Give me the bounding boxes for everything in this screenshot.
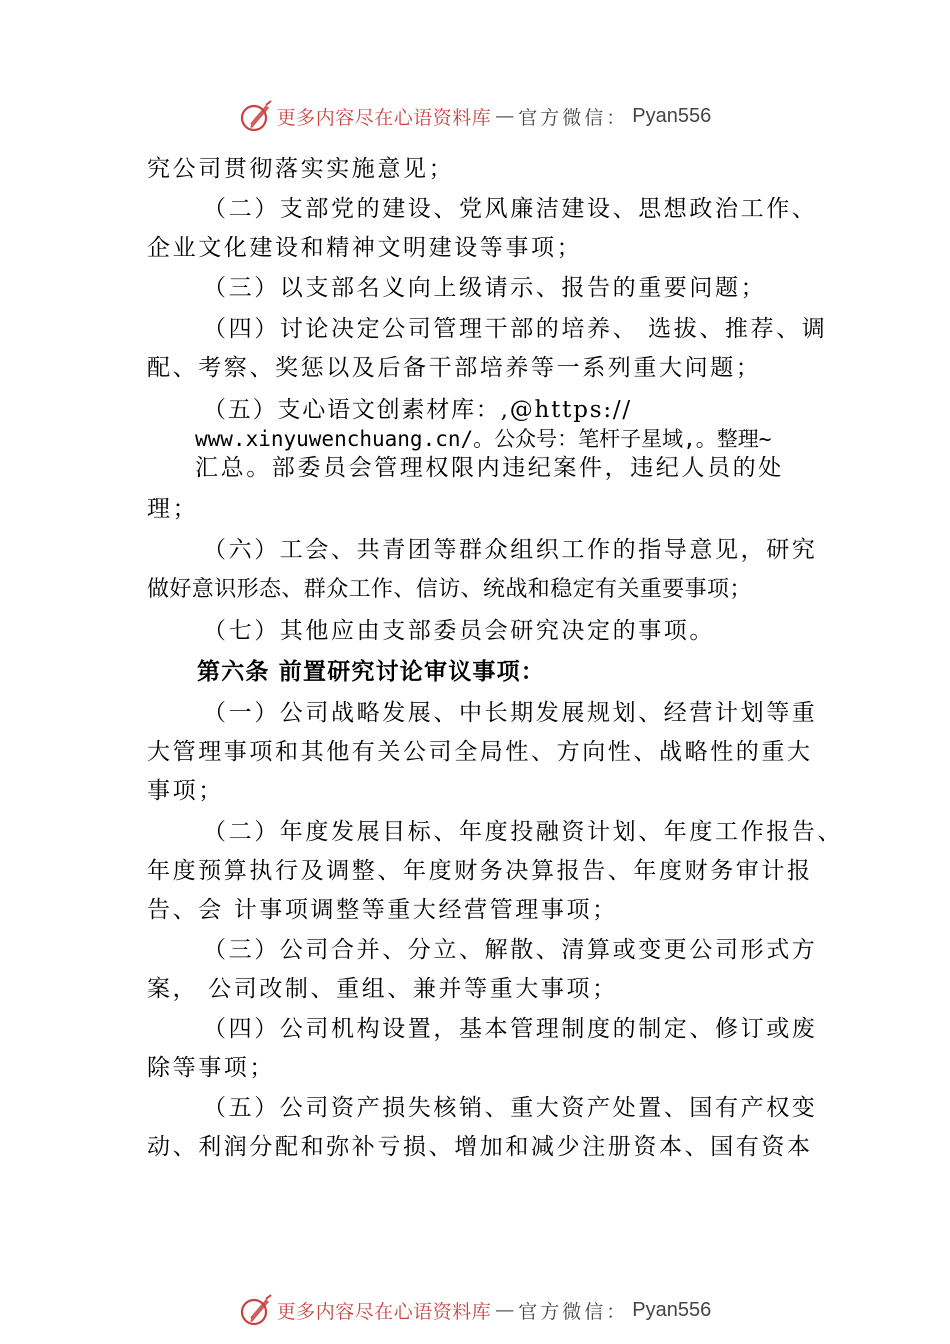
text-line: （五）支心语文创素材库：,@https:// [203, 397, 632, 423]
header-watermark [0, 96, 950, 136]
watermark-separator: — [495, 1299, 515, 1321]
text-line: （七）其他应由支部委员会研究决定的事项。 [203, 618, 715, 644]
url-line: www.xinyuwenchuang.cn/。公众号：笔杆子星域,。整理~ [195, 427, 772, 451]
text-line: 汇总。部委员会管理权限内违纪案件，违纪人员的处 [195, 455, 784, 481]
watermark-separator: — [495, 105, 515, 127]
watermark-brand: 更多内容尽在心语资料库 [276, 1300, 492, 1323]
text-line: 大管理事项和其他有关公司全局性、方向性、战略性的重大 [147, 739, 813, 765]
text-line: （三）公司合并、分立、解散、清算或变更公司形式方 [203, 937, 818, 963]
text-line: 究公司贯彻落实实施意见； [147, 156, 455, 182]
watermark-wechat-label: 官方微信： [518, 1300, 629, 1323]
text-line: 案， 公司改制、重组、兼并等重大事项； [147, 976, 618, 1002]
text-line: 做好意识形态、群众工作、信访、统战和稳定有关重要事项； [147, 577, 752, 602]
text-line: （四）讨论决定公司管理干部的培养、 选拔、推荐、调 [203, 316, 828, 342]
footer-watermark [0, 1290, 950, 1330]
text-line: 除等事项； [147, 1055, 275, 1081]
text-line: 理； [147, 496, 199, 522]
watermark-brand: 更多内容尽在心语资料库 [276, 106, 492, 129]
text-line: 企业文化建设和精神文明建设等事项； [147, 235, 583, 261]
article-heading: 第六条 前置研究讨论审议事项： [197, 659, 546, 685]
text-line: （二）年度发展目标、年度投融资计划、年度工作报告、 [203, 819, 843, 845]
text-line: （六）工会、共青团等群众组织工作的指导意见，研究 [203, 537, 818, 563]
watermark-wechat-id: Pyan556 [632, 104, 712, 127]
quill-pen-logo-icon [239, 99, 273, 133]
text-line: 事项； [147, 778, 224, 804]
text-line: （三）以支部名义向上级请示、报告的重要问题； [203, 275, 767, 301]
text-line: 告、会 计事项调整等重大经营管理事项； [147, 897, 618, 923]
watermark-wechat-id: Pyan556 [632, 1298, 712, 1321]
quill-pen-logo-icon [239, 1293, 273, 1327]
text-line: （四）公司机构设置，基本管理制度的制定、修订或废 [203, 1016, 818, 1042]
text-line: 年度预算执行及调整、年度财务决算报告、年度财务审计报 [147, 858, 813, 884]
text-line: （二）支部党的建设、党风廉洁建设、思想政治工作、 [203, 196, 818, 222]
text-line: （五）公司资产损失核销、重大资产处置、国有产权变 [203, 1095, 818, 1121]
text-line: 动、利润分配和弥补亏损、增加和减少注册资本、国有资本 [147, 1134, 813, 1160]
text-line: 配、考察、奖惩以及后备干部培养等一系列重大问题； [147, 355, 762, 381]
text-line: （一）公司战略发展、中长期发展规划、经营计划等重 [203, 700, 818, 726]
watermark-wechat-label: 官方微信： [518, 106, 629, 129]
